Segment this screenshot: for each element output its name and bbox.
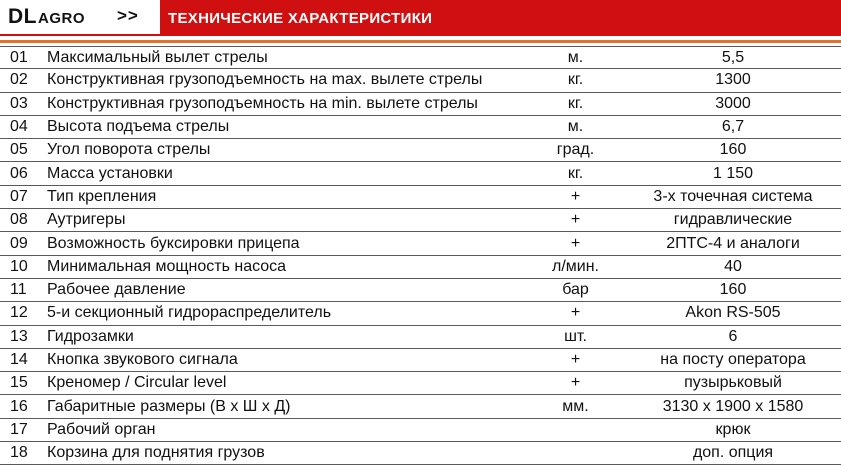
row-name: Аутригеры	[47, 211, 126, 229]
row-name: Корзина для поднятия грузов	[47, 444, 265, 462]
table-row	[0, 349, 841, 372]
row-unit: бар	[562, 281, 589, 299]
row-number: 17	[10, 420, 28, 438]
row-value: 3000	[715, 94, 751, 112]
row-name: Кнопка звукового сигнала	[47, 351, 238, 368]
row-name: Гидрозамки	[47, 327, 134, 345]
row-value: Akon RS-505	[685, 304, 781, 322]
row-value: пузырьковый	[684, 374, 782, 392]
row-name: Рабочее давление	[47, 281, 186, 299]
table-row	[0, 69, 841, 92]
row-number: 10	[10, 257, 28, 275]
table-row	[0, 93, 841, 116]
row-name: Максимальный вылет стрелы	[47, 48, 268, 66]
row-number: 15	[10, 374, 28, 392]
logo-agro: AGRO	[38, 9, 85, 27]
row-number: 13	[10, 327, 28, 345]
table-row	[0, 279, 841, 302]
row-unit: +	[570, 304, 581, 322]
table-row	[0, 116, 841, 139]
arrows-icon: >>	[117, 6, 139, 25]
row-number: 02	[10, 71, 28, 89]
row-value: гидравлические	[673, 211, 793, 229]
row-value: 160	[719, 281, 747, 299]
row-unit: +	[570, 374, 581, 392]
row-number: 04	[10, 118, 28, 136]
row-name: 5-и секционный гидрораспределитель	[47, 304, 332, 322]
row-value: 3-х точечная система	[653, 187, 813, 205]
row-name: Конструктивная грузоподъемность на min. вылете стрелы	[47, 94, 478, 112]
row-number: 14	[10, 351, 28, 368]
row-value: 5,5	[721, 48, 745, 66]
page-title	[160, 0, 841, 36]
spec-table	[0, 46, 841, 465]
table-row	[0, 209, 841, 232]
row-number: 09	[10, 234, 28, 252]
row-name: Рабочий орган	[47, 420, 156, 438]
row-unit: шт.	[564, 327, 587, 345]
row-value: 6	[728, 327, 738, 345]
row-name: Масса установки	[47, 164, 173, 182]
row-number: 08	[10, 211, 28, 229]
row-unit: кг.	[567, 164, 584, 182]
row-name: Минимальная мощность насоса	[47, 257, 287, 275]
row-unit: кг.	[567, 71, 584, 89]
row-name: Габаритные размеры (В х Ш х Д)	[47, 397, 291, 415]
row-unit: кг.	[567, 94, 584, 112]
row-name: Угол поворота стрелы	[47, 141, 211, 159]
row-number: 11	[10, 281, 27, 299]
row-unit: л/мин.	[552, 257, 599, 275]
row-unit: град.	[556, 141, 595, 159]
table-row	[0, 419, 841, 442]
table-row	[0, 162, 841, 185]
table-row	[0, 326, 841, 349]
row-value: 2ПТС-4 и аналоги	[666, 234, 800, 252]
row-value: 1 150	[712, 164, 754, 182]
row-unit: м.	[567, 118, 584, 136]
table-row	[0, 256, 841, 279]
row-number: 06	[10, 164, 28, 182]
row-value: 6,7	[721, 118, 745, 136]
row-value: 3130 х 1900 х 1580	[662, 397, 804, 415]
row-value: 1300	[715, 71, 751, 89]
row-number: 01	[10, 48, 28, 66]
row-name: Конструктивная грузоподъемность на max. вылете стрелы	[47, 71, 483, 89]
row-value: доп. опция	[692, 444, 774, 462]
table-row	[0, 46, 841, 69]
row-name: Тип крепления	[47, 187, 157, 205]
table-row	[0, 442, 841, 465]
row-value: на посту оператора	[660, 351, 806, 368]
row-number: 07	[10, 187, 28, 205]
row-unit: м.	[567, 48, 584, 66]
logo-dl: DL	[8, 5, 37, 28]
row-number: 05	[10, 141, 28, 159]
row-unit: +	[570, 211, 581, 229]
row-name: Высота подъема стрелы	[47, 118, 230, 136]
row-unit: мм.	[562, 397, 589, 415]
row-name: Креномер / Circular level	[47, 374, 227, 392]
table-row	[0, 395, 841, 418]
row-unit: +	[570, 234, 581, 252]
row-unit: +	[570, 351, 581, 368]
row-value: 40	[724, 257, 742, 275]
table-row	[0, 139, 841, 162]
logo	[0, 0, 101, 34]
row-value: 160	[719, 141, 747, 159]
page-title-text: ТЕХНИЧЕСКИЕ ХАРАКТЕРИСТИКИ	[168, 9, 433, 27]
table-row	[0, 186, 841, 209]
table-row	[0, 372, 841, 395]
row-number: 18	[10, 444, 28, 462]
row-unit: +	[570, 187, 581, 205]
row-value: крюк	[715, 420, 751, 438]
row-name: Возможность буксировки прицепа	[47, 234, 300, 252]
table-row	[0, 302, 841, 325]
row-number: 12	[10, 304, 28, 322]
row-number: 03	[10, 94, 28, 112]
header-bar	[0, 0, 841, 36]
row-number: 16	[10, 397, 28, 415]
divider	[0, 40, 841, 43]
table-row	[0, 232, 841, 255]
